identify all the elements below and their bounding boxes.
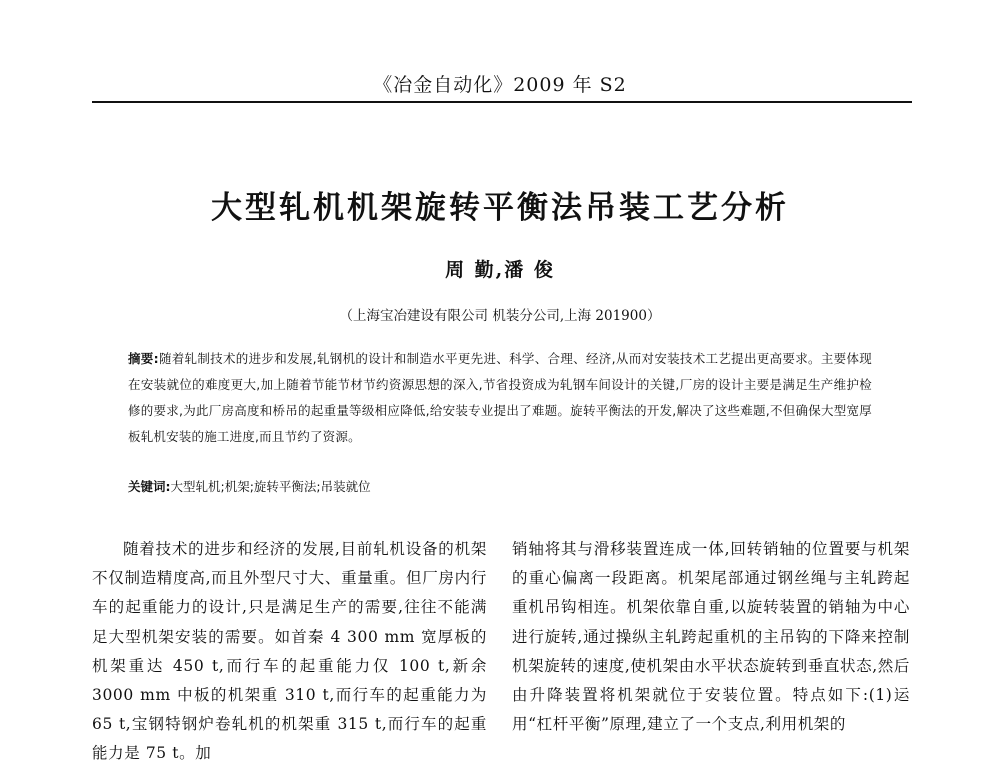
keywords-label: 关键词: bbox=[128, 479, 171, 494]
authors: 周 勤,潘 俊 bbox=[445, 259, 555, 281]
abstract bbox=[128, 346, 872, 450]
body-left-column: 随着技术的进步和经济的发展,目前轧机设备的机架不仅制造精度高,而且外型尺寸大、重量重。但厂房内行车的起重能力的设计,只是满足生产的需要,往往不能满足大型机架安装的需要。如首秦 4 300 mm 宽厚板的机架重达 450 t,而行车的起重能力仅 100 t,新余 3000 mm 中板的机架重 310 t,而行车的起重能力为 65 t,宝钢特钢炉卷轧机的机架重 315 t,而行车的起重能力是 75 t。加 bbox=[92, 540, 487, 763]
keywords bbox=[128, 476, 872, 498]
abstract-text: 随着轧制技术的进步和发展,轧钢机的设计和制造水平更先进、科学、合理、经济,从而对安装技术工艺提出更高要求。主要体现在安装就位的难度更大,加上随着节能节材节约资源思想的深入,节省投资成为轧钢车间设计的关键,厂房的设计主要是满足生产维护检修的要求,为此厂房高度和桥吊的起重量等级相应降低,给安装专业提出了难题。旋转平衡法的开发,解决了这些难题,不但确保大型宽厚板轧机安装的施工进度,而且节约了资源。 bbox=[128, 351, 872, 444]
affiliation: （上海宝冶建设有限公司 机装分公司,上海 201900） bbox=[339, 308, 661, 324]
header-rule bbox=[92, 101, 912, 103]
keywords-text: 大型轧机;机架;旋转平衡法;吊装就位 bbox=[170, 479, 371, 494]
body-right-column: 销轴将其与滑移装置连成一体,回转销轴的位置要与机架的重心偏离一段距离。机架尾部通过钢丝绳与主轧跨起重机吊钩相连。机架依靠自重,以旋转装置的销轴为中心进行旋转,通过操纵主轧跨起重机的主吊钩的下降来控制机架旋转的速度,使机架由水平状态旋转到垂直状态,然后由升降装置将机架就位于安装位置。特点如下:(1)运用“杠杆平衡”原理,建立了一个支点,利用机架的 bbox=[512, 540, 910, 734]
paper-title: 大型轧机机架旋转平衡法吊装工艺分析 bbox=[211, 190, 789, 226]
abstract-label: 摘要: bbox=[128, 351, 159, 366]
journal-header: 《冶金自动化》2009 年 S2 bbox=[373, 74, 627, 96]
